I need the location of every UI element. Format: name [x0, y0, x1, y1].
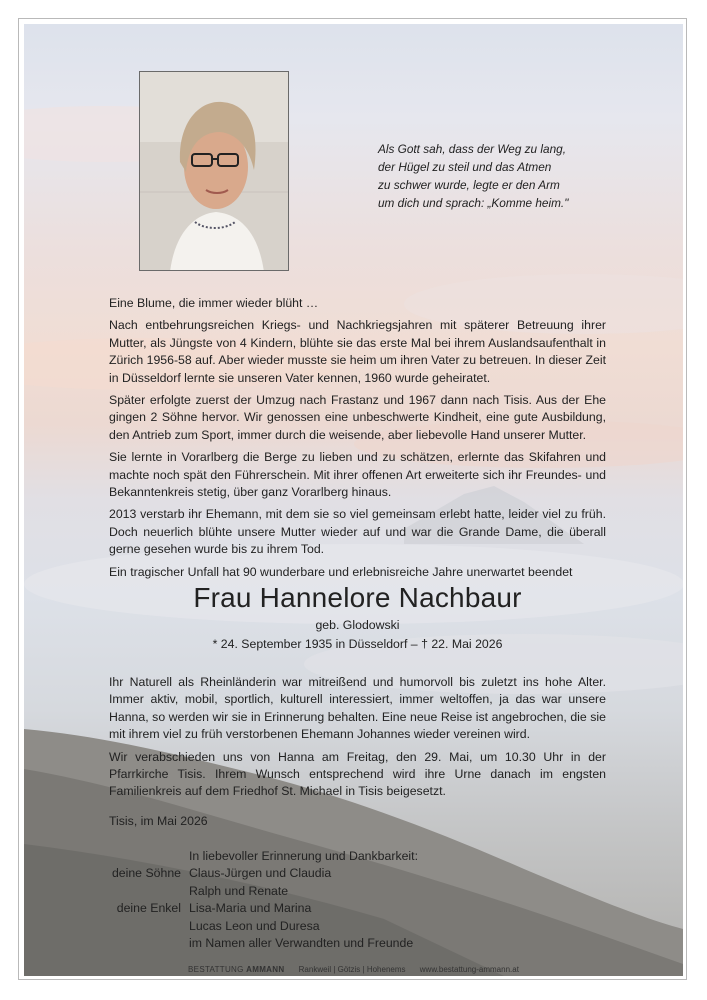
deceased-name: Frau Hannelore Nachbaur: [193, 582, 522, 613]
mourner-row: [109, 918, 418, 935]
mourner-name: im Namen aller Verwandten und Freunde: [189, 936, 414, 951]
place-date: Tisis, im Mai 2026: [109, 814, 208, 828]
mourner-row: [109, 848, 418, 865]
mourner-role: [109, 848, 189, 865]
mourner-name: Lucas Leon und Duresa: [189, 918, 320, 933]
mourner-role: deine Söhne: [111, 866, 181, 881]
funeral-home-name: [188, 965, 284, 974]
quote-line: Als Gott sah, dass der Weg zu lang,: [378, 142, 566, 156]
biography-text: [109, 295, 606, 586]
life-dates: * 24. September 1935 in Düsseldorf – † 22. Mai 2026: [212, 637, 503, 651]
mourner-name: Ralph und Renate: [189, 883, 289, 898]
brand-part-bold: AMMANN: [246, 965, 285, 974]
farewell-paragraph: Ihr Naturell als Rheinländerin war mitreißend und humorvoll bis zuletzt ins hohe Alter. Immer aktiv, mobil, sportlich, kulturell interessiert, immer weltoffen, ja das war unsere Hanna, so werden wir sie in Erinnerung behalten. Eine neue Reise ist angebrochen, die sie mit ihrem viel zu früh verstorbenen Ehemann Johannes wieder vereinen wird.: [109, 675, 606, 742]
mourner-name: Lisa-Maria und Marina: [189, 901, 312, 916]
biography-paragraph: Später erfolgte zuerst der Umzug nach Frastanz und 1967 dann nach Tisis. Aus der Ehe gingen 2 Söhne hervor. Wir genossen eine unbeschwerte Kindheit, eine gute Ausbildung, den Antrieb zum Sport, immer durch die weisende, aber liebevolle Hand unserer Mutter.: [109, 393, 606, 442]
mourner-role: [109, 883, 189, 900]
mourner-name: In liebevoller Erinnerung und Dankbarkeit:: [189, 849, 418, 863]
farewell-paragraph: Wir verabschieden uns von Hanna am Freitag, den 29. Mai, um 10.30 Uhr in der Pfarrkirche Tisis. Ihrem Wunsch entsprechend wird ihre Urne danach im engsten Familienkreis auf dem Friedhof St. Michael in Tisis beigesetzt.: [109, 749, 606, 799]
mourner-row: [109, 900, 418, 917]
biography-paragraph: 2013 verstarb ihr Ehemann, mit dem sie so viel gemeinsam erlebt hatte, leider viel zu früh. Doch neuerlich blühte unsere Mutter wieder auf und war die Grande Dame, die überall gerne gesehen wurde bis zu ihrem Tod.: [109, 507, 606, 557]
farewell-text: [109, 674, 606, 806]
quote-line: um dich und sprach: „Komme heim.": [378, 196, 569, 210]
quote-line: der Hügel zu steil und das Atmen: [378, 160, 552, 174]
biography-paragraph: Eine Blume, die immer wieder blüht …: [109, 296, 319, 310]
biography-paragraph: Ein tragischer Unfall hat 90 wunderbare und erlebnisreiche Jahre unerwartet beendet: [109, 564, 573, 579]
mourners-list: [109, 848, 418, 952]
portrait-photo: [139, 71, 289, 271]
footer-locations: Rankweil | Götzis | Hohenems: [298, 965, 406, 974]
mourner-role: [109, 918, 189, 935]
biography-paragraph: Nach entbehrungsreichen Kriegs- und Nachkriegsjahren mit späterer Betreuung ihrer Mutter, als Jüngste von 4 Kindern, blühte sie das erste Mal bei ihrem Auslandsaufenthalt in Zürich 1956-58 auf. Aber wieder musste sie heim um ihren Vater zu betreuen. In dieser Zeit in Düsseldorf lernte sie unseren Vater kennen, 1960 wurde geheiratet.: [109, 318, 606, 385]
mourner-row: [109, 865, 418, 882]
memorial-quote: [378, 140, 638, 212]
quote-line: zu schwer wurde, legte er den Arm: [378, 178, 560, 192]
biography-paragraph: Sie lernte in Vorarlberg die Berge zu lieben und zu schätzen, erlernte das Skifahren und machte noch spät den Führerschein. Mit ihrer offenen Art erweiterte sich ihr Freundes- und Bekanntenkreis stetig, über ganz Vorarlberg hinaus.: [109, 450, 606, 500]
footer: [0, 965, 707, 974]
mourner-row: [109, 935, 418, 952]
mourner-row: [109, 883, 418, 900]
mourner-role: [109, 935, 189, 952]
mourner-name: Claus-Jürgen und Claudia: [189, 866, 332, 881]
brand-part: BESTATTUNG: [188, 965, 244, 974]
mourner-role: deine Enkel: [116, 901, 181, 916]
maiden-name: geb. Glodowski: [315, 618, 400, 632]
footer-website[interactable]: www.bestattung-ammann.at: [419, 965, 519, 974]
